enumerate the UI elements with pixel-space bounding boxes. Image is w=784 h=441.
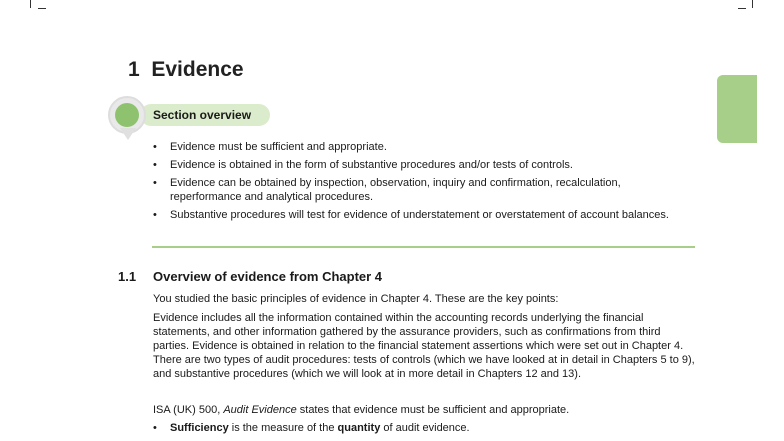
evidence-bullets <box>153 421 693 439</box>
list-item: • Evidence must be sufficient and appropriate. <box>153 140 693 154</box>
crop-mark <box>30 0 31 8</box>
paragraph: ISA (UK) 500, Audit Evidence states that evidence must be sufficient and appropriate. <box>153 404 570 416</box>
chapter-tab <box>717 75 757 143</box>
section-overview-label: Section overview <box>153 108 252 122</box>
overview-bullets <box>153 140 693 226</box>
list-item: • Evidence can be obtained by inspection, observation, inquiry and confirmation, recalculation, reperformance and analytical procedures. <box>153 176 693 204</box>
list-item: • Evidence is obtained in the form of substantive procedures and/or tests of controls. <box>153 158 693 172</box>
divider <box>152 246 695 248</box>
paragraph: Evidence includes all the information contained within the accounting records underlying the financial statements, and other information gathered by the assurance providers, such as confirmations from third parties. Evidence is obtained in relation to the financial statement assertions which were set out in Chapter 4. There are two types of audit procedures: tests of controls (which we have looked at in detail in Chapters 5 to 9), and substantive procedures (which we will look at in more detail in Chapters 12 and 13). <box>153 312 695 380</box>
crop-mark <box>752 0 753 8</box>
section-heading: 1.1 Overview of evidence from Chapter 4 <box>118 269 383 284</box>
chapter-title: 1 Evidence <box>128 58 244 81</box>
paragraph: You studied the basic principles of evidence in Chapter 4. These are the key points: <box>153 293 559 305</box>
crop-mark <box>738 8 746 9</box>
section-overview-pill <box>140 104 270 126</box>
list-item: • Substantive procedures will test for evidence of understatement or overstatement of account balances. <box>153 208 693 222</box>
list-item: • Sufficiency is the measure of the quantity of audit evidence. <box>153 421 693 435</box>
crop-mark <box>38 8 46 9</box>
magnifier-icon <box>108 96 146 134</box>
